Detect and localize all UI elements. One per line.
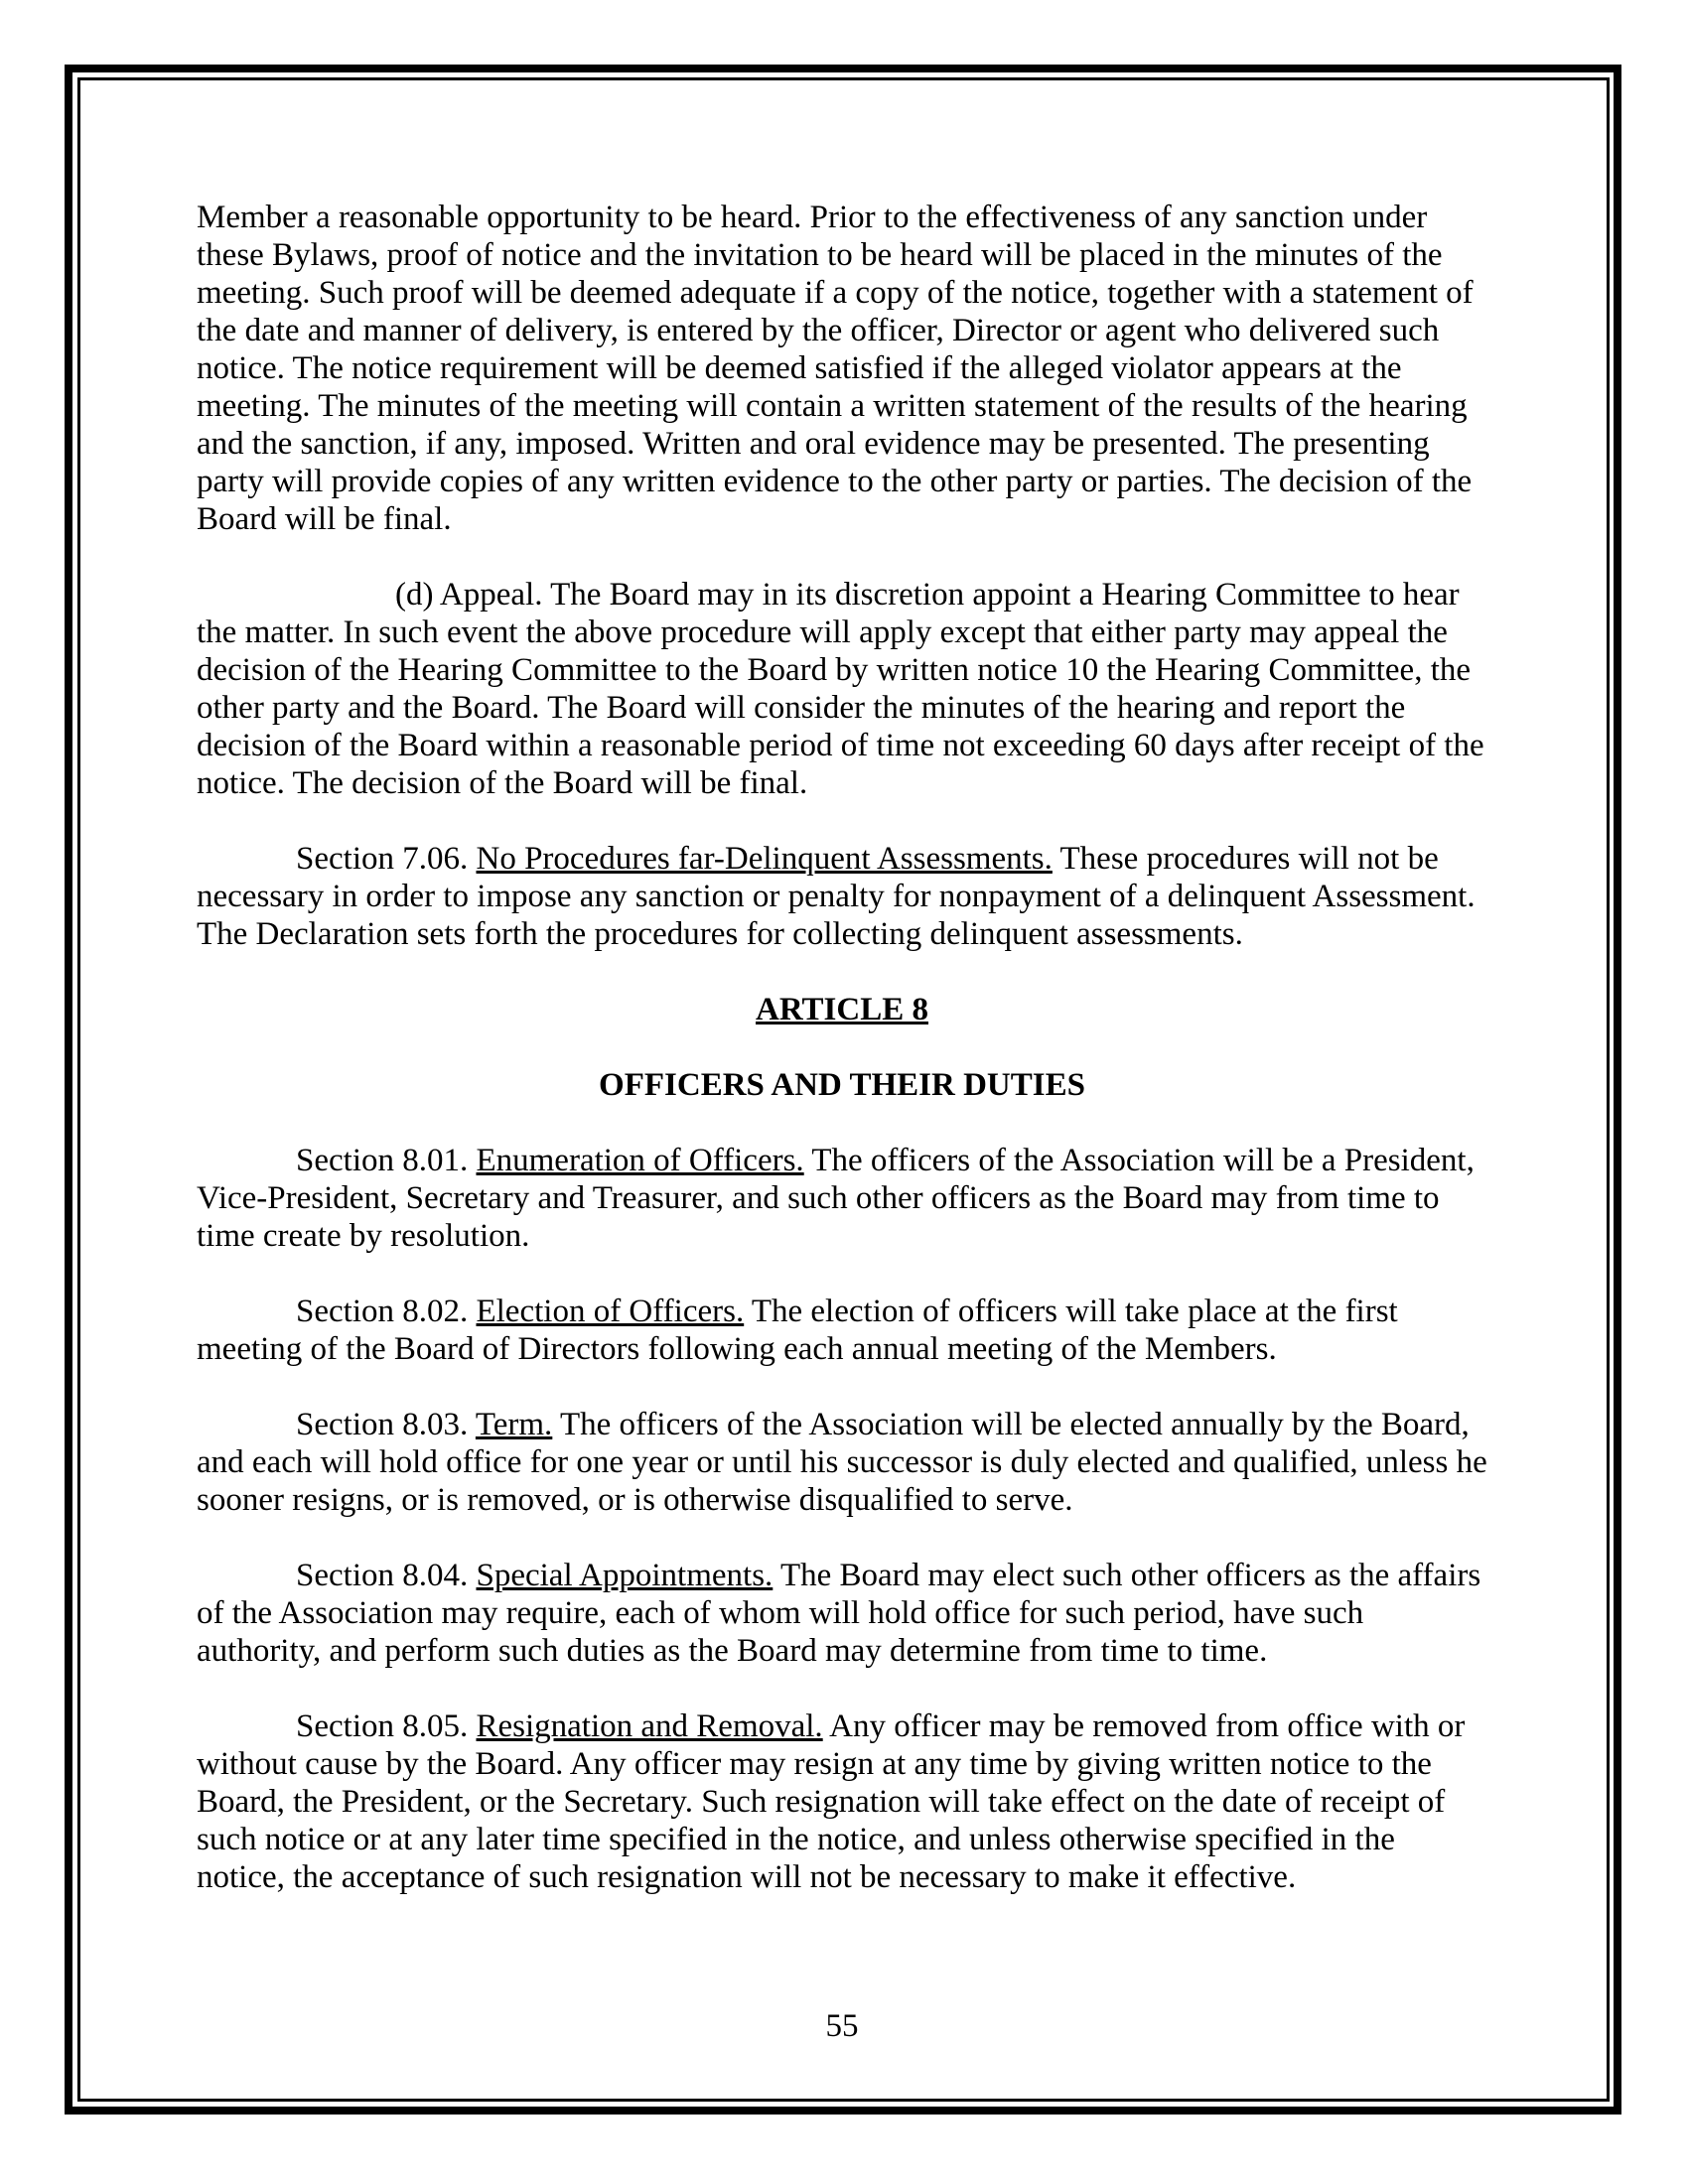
heading-article-8 <box>197 991 1487 1028</box>
paragraph-section-8-03-text: Term. <box>475 1407 553 1442</box>
paragraph-section-8-01-text: The officers of the Association will be a President, Vice-President, Secretary and Treasurer, and such other officers as the Board may from time to time create by resolution. <box>197 1143 1475 1254</box>
paragraph-section-8-01-text: Section 8.01. <box>296 1143 477 1178</box>
paragraph-section-8-03-text: Section 8.03. <box>296 1407 476 1442</box>
paragraph-section-7-06 <box>197 840 1487 953</box>
document-body <box>197 199 1487 1934</box>
paragraph-section-8-05 <box>197 1707 1487 1896</box>
page-number: 55 <box>825 2008 859 2044</box>
paragraph-section-8-03-text: The officers of the Association will be elected annually by the Board, and each will hold office for one year or until his successor is duly elected and qualified, unless he sooner resigns, or is removed, or is otherwise disqualified to serve. <box>197 1407 1487 1518</box>
paragraph-section-8-05-text: Any officer may be removed from office with or without cause by the Board. Any officer may resign at any time by giving written notice to the Board, the President, or the Secretary. Such resignation will take effect on the date of receipt of such notice or at any later time specified in the notice, and unless otherwise specified in the notice, the acceptance of such resignation will not be necessary to make it effective. <box>197 1708 1466 1895</box>
paragraph-section-7-06-text: No Procedures far-Delinquent Assessments. <box>476 841 1053 877</box>
paragraph-section-8-04-text: Section 8.04. <box>296 1558 477 1593</box>
paragraph-d-appeal-text: (d) Appeal. The Board may in its discretion appoint a Hearing Committee to hear the matter. In such event the above procedure will apply except that either party may appeal the decision of the Hearing Committee to the Board by written notice 10 the Hearing Committee, the other party and the Board. The Board will consider the minutes of the hearing and report the decision of the Board within a reasonable period of time not exceeding 60 days after receipt of the notice. The decision of the Board will be final. <box>197 577 1484 801</box>
paragraph-section-8-02-text: Section 8.02. <box>296 1294 477 1329</box>
paragraph-section-7-06-text: These procedures will not be necessary in order to impose any sanction or penalty for nonpayment of a delinquent Assessment. The Declaration sets forth the procedures for collecting delinquent assessments. <box>197 841 1476 952</box>
paragraph-hearing-continuation-text: Member a reasonable opportunity to be heard. Prior to the effectiveness of any sanction under these Bylaws, proof of notice and the invitation to be heard will be placed in the minutes of the meeting. Such proof will be deemed adequate if a copy of the notice, together with a statement of the date and manner of delivery, is entered by the officer, Director or agent who delivered such notice. The notice requirement will be deemed satisfied if the alleged violator appears at the meeting. The minutes of the meeting will contain a written statement of the results of the hearing and the sanction, if any, imposed. Written and oral evidence may be presented. The presenting party will provide copies of any written evidence to the other party or parties. The decision of the Board will be final. <box>197 200 1474 537</box>
heading-article-8-text: ARTICLE 8 <box>756 992 928 1027</box>
paragraph-hearing-continuation <box>197 199 1487 538</box>
paragraph-section-8-05-text: Resignation and Removal. <box>476 1708 823 1744</box>
heading-officers-and-their-duties <box>197 1066 1487 1104</box>
page-footer <box>197 2007 1487 2045</box>
heading-officers-and-their-duties-text: OFFICERS AND THEIR DUTIES <box>599 1067 1085 1103</box>
paragraph-section-8-02-text: Election of Officers. <box>476 1294 745 1329</box>
paragraph-section-8-04-text: Special Appointments. <box>476 1558 774 1593</box>
paragraph-section-8-02 <box>197 1293 1487 1368</box>
paragraph-section-8-05-text: Section 8.05. <box>296 1708 477 1744</box>
paragraph-section-8-02-text: The election of officers will take place at the first meeting of the Board of Directors following each annual meeting of the Members. <box>197 1294 1398 1367</box>
paragraph-section-8-01 <box>197 1142 1487 1255</box>
paragraph-d-appeal <box>197 576 1487 802</box>
paragraph-section-8-04-text: The Board may elect such other officers as the affairs of the Association may require, each of whom will hold office for such period, have such authority, and perform such duties as the Board may determine from time to time. <box>197 1558 1481 1669</box>
paragraph-section-7-06-text: Section 7.06. <box>296 841 477 877</box>
paragraph-section-8-04 <box>197 1557 1487 1670</box>
paragraph-section-8-03 <box>197 1406 1487 1519</box>
paragraph-section-8-01-text: Enumeration of Officers. <box>476 1143 804 1178</box>
